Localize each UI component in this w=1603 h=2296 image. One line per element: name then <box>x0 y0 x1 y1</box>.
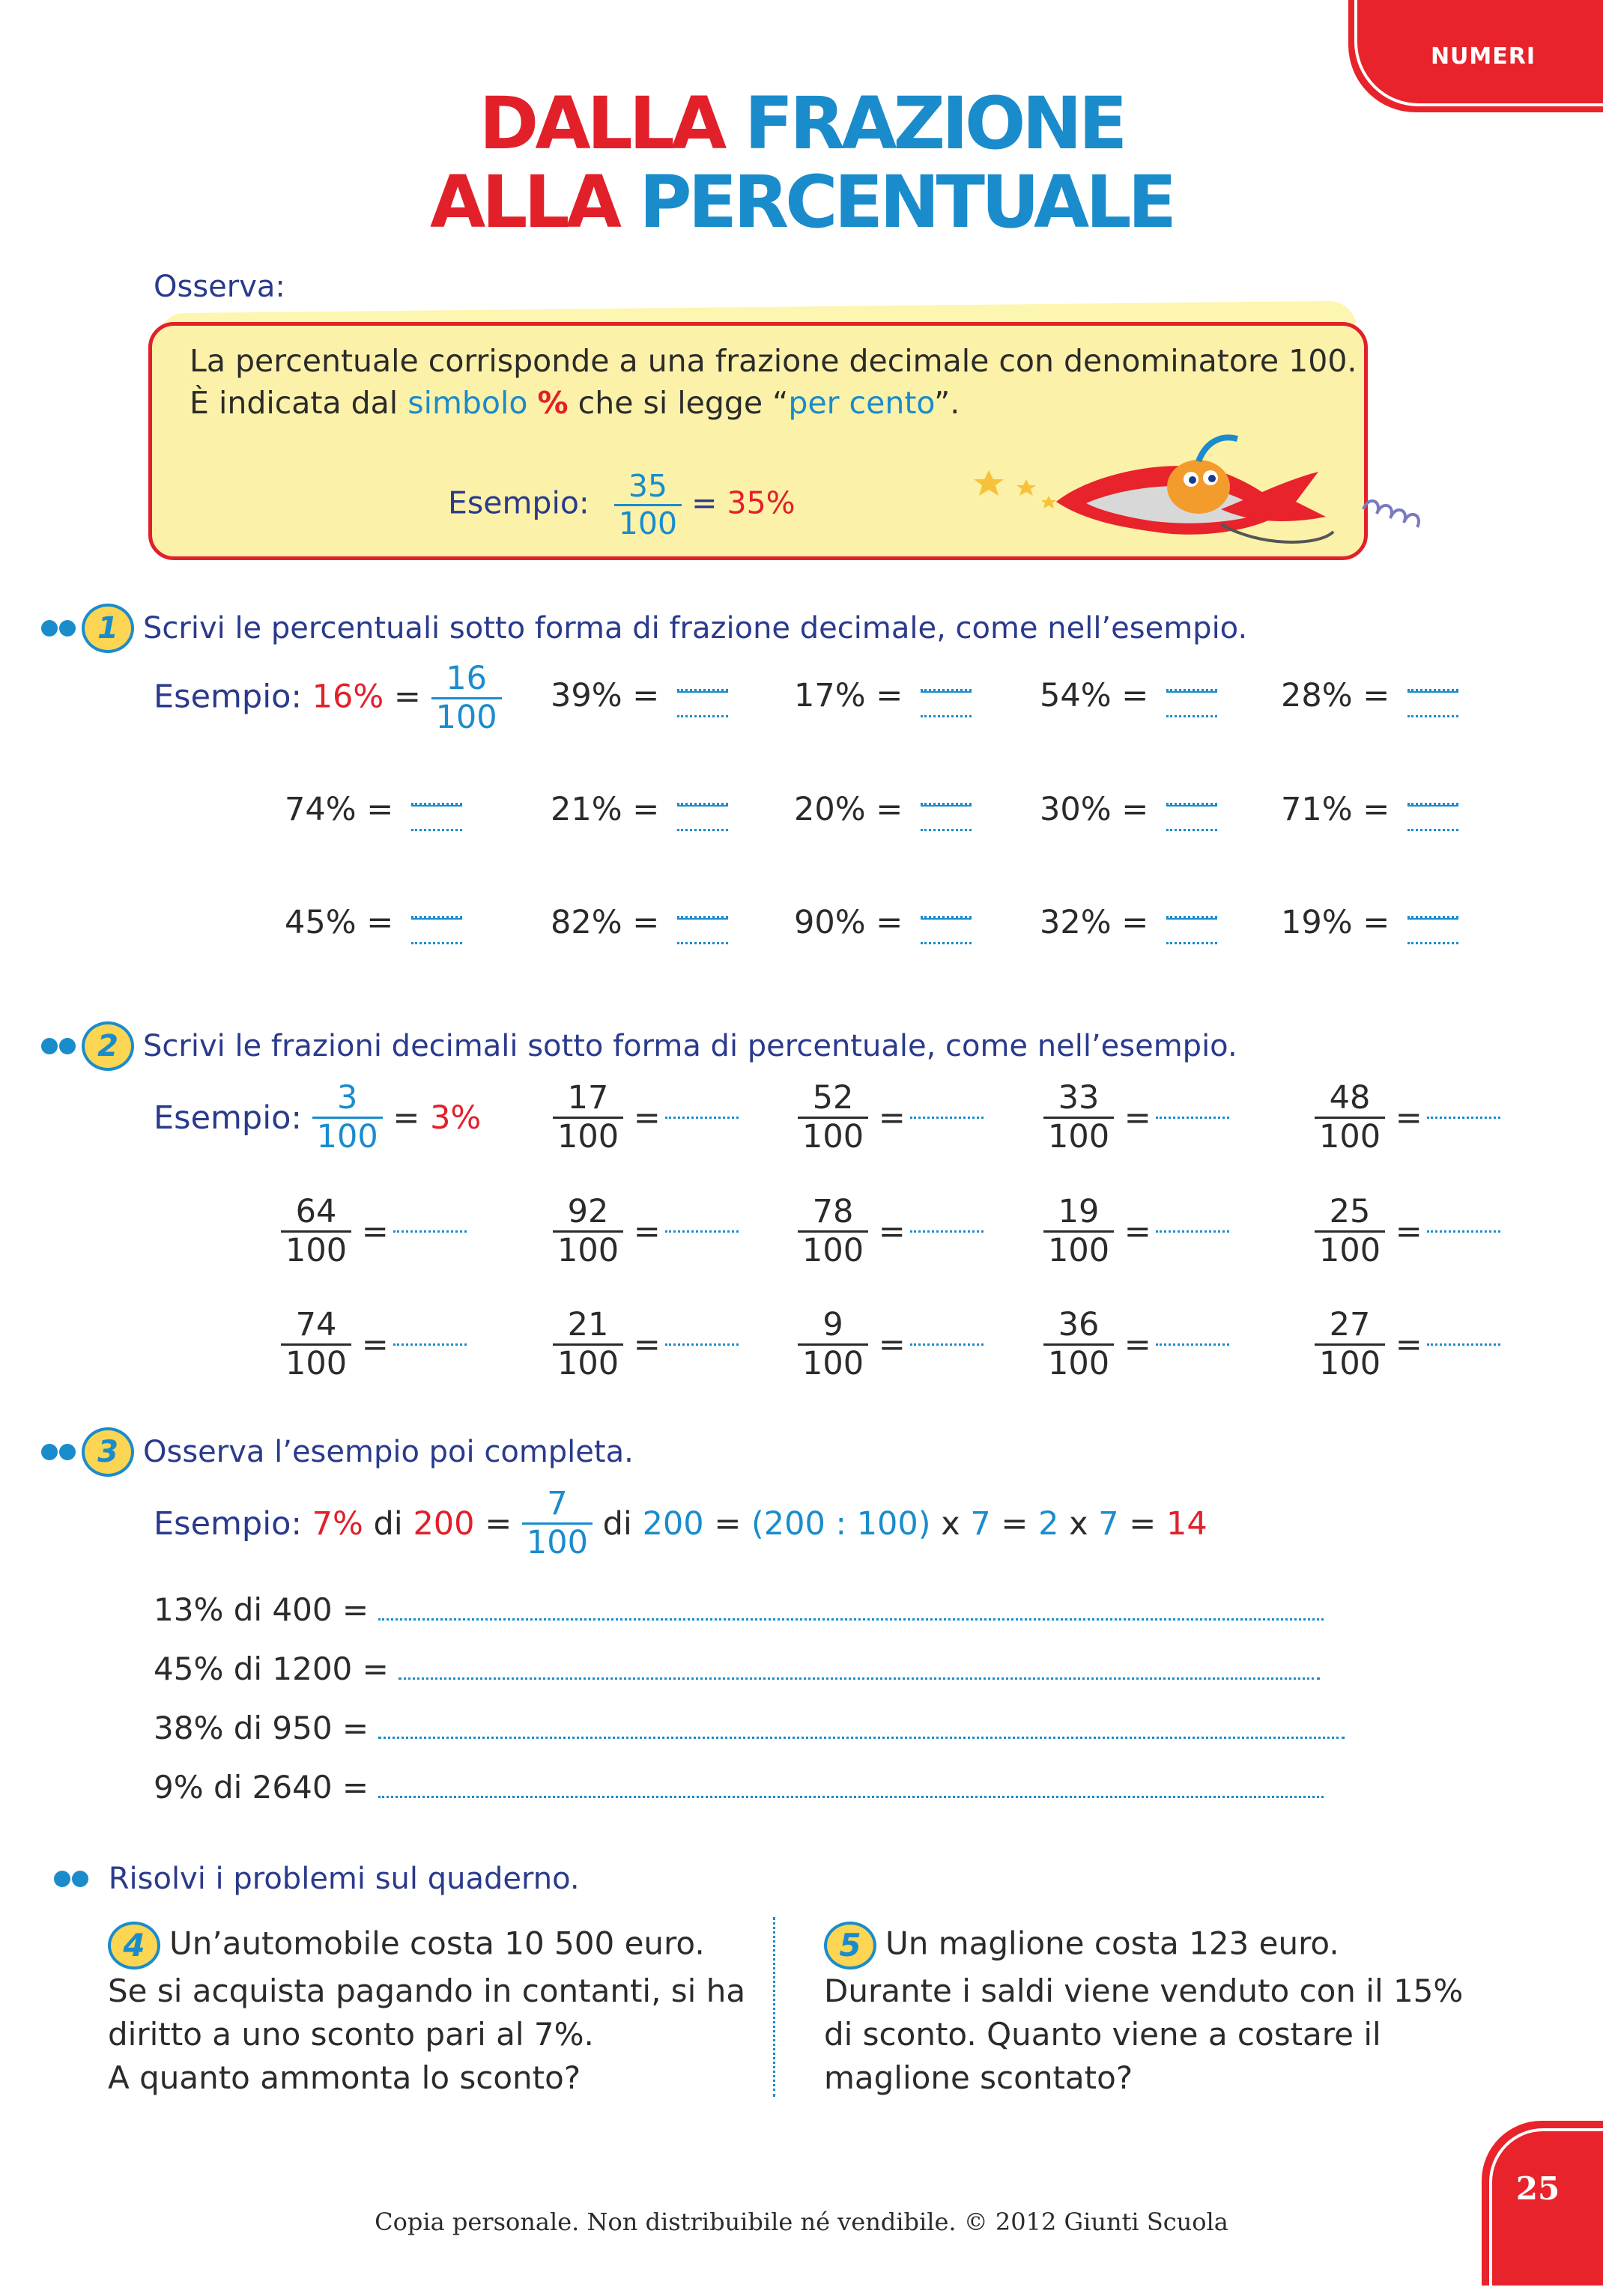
answer-blank[interactable] <box>1156 1343 1229 1346</box>
equals: = <box>1395 1099 1422 1137</box>
title-word: DALLA <box>479 82 724 165</box>
percent-item <box>1281 788 1458 831</box>
title-word: PERCENTUALE <box>639 160 1174 244</box>
equals: = <box>485 1504 512 1543</box>
percent-item <box>794 788 972 831</box>
exercise-3-header <box>41 1427 634 1477</box>
equals: = <box>1124 1099 1151 1137</box>
blank-fraction[interactable] <box>1166 901 1217 944</box>
exercise-instruction: Scrivi le percentuali sotto forma di frazione decimale, come nell’esempio. <box>143 611 1248 646</box>
blank-fraction[interactable] <box>411 788 462 831</box>
percent-label: 45% = <box>285 904 394 941</box>
fraction-item <box>1043 1307 1229 1383</box>
blank-fraction[interactable] <box>677 788 728 831</box>
numerator: 16 <box>431 660 502 699</box>
numerator: 64 <box>281 1194 351 1233</box>
percent-item <box>794 674 972 717</box>
fraction-item <box>553 1307 739 1383</box>
numerator: 21 <box>553 1307 623 1346</box>
simbolo-word: simbolo <box>407 385 528 421</box>
equals: = <box>1395 1212 1422 1251</box>
percent-label: 30% = <box>1040 791 1149 828</box>
percent-item <box>1040 901 1217 944</box>
problem-line <box>108 1922 752 1969</box>
percent-item <box>551 788 728 831</box>
problem-number-badge: 4 <box>108 1922 160 1969</box>
percent-label: 74% = <box>285 791 394 828</box>
answer-line[interactable] <box>378 1618 1324 1621</box>
percent-symbol: % <box>537 385 569 421</box>
blank-fraction[interactable] <box>1407 901 1458 944</box>
times: x <box>1069 1504 1088 1543</box>
equals: = <box>633 1099 661 1137</box>
problems-instruction: Risolvi i problemi sul quaderno. <box>108 1862 580 1896</box>
page-number-tab-border <box>1489 2128 1603 2296</box>
exercise-2-header <box>41 1021 1237 1071</box>
fraction <box>798 1080 868 1156</box>
problem-text: maglione scontato? <box>824 2059 1133 2096</box>
percent-label: 90% = <box>794 904 903 941</box>
answer-blank[interactable] <box>393 1343 467 1346</box>
equals: = <box>361 1325 389 1364</box>
numerator: 9 <box>798 1307 868 1346</box>
exercise-number-badge: 3 <box>82 1427 134 1477</box>
example-base: 200 <box>413 1504 475 1543</box>
equals: = <box>1129 1504 1157 1543</box>
denominator: 100 <box>1048 1232 1110 1270</box>
numerator: 35 <box>614 469 682 506</box>
answer-blank[interactable] <box>665 1117 739 1119</box>
copyright-footer: Copia personale. Non distribuibile né vendibile. © 2012 Giunti Scuola <box>375 2208 1228 2236</box>
percent-item <box>285 901 462 944</box>
problem-number-badge: 5 <box>824 1922 876 1969</box>
answer-blank[interactable] <box>1427 1230 1500 1233</box>
answer-line[interactable] <box>399 1677 1320 1680</box>
fraction <box>1315 1080 1385 1156</box>
blank-fraction[interactable] <box>921 788 972 831</box>
definition-line-2 <box>190 385 960 421</box>
answer-blank[interactable] <box>1156 1230 1229 1233</box>
equals: = <box>393 1099 420 1137</box>
blank-fraction[interactable] <box>1407 674 1458 717</box>
problem-5 <box>824 1922 1498 2100</box>
fraction <box>431 660 502 737</box>
equals: = <box>878 1325 906 1364</box>
text: di <box>373 1504 403 1543</box>
example-label: Esempio: <box>154 1504 302 1543</box>
section-tab-label: NUMERI <box>1430 43 1536 70</box>
numerator: 78 <box>798 1194 868 1233</box>
fraction <box>281 1194 351 1270</box>
calc-prompt: 38% di 950 = <box>154 1710 369 1746</box>
numerator: 3 <box>312 1080 383 1119</box>
problem-text: A quanto ammonta lo sconto? <box>108 2059 581 2096</box>
denominator: 100 <box>1319 1345 1381 1383</box>
title-line-2 <box>0 161 1603 243</box>
calc-line <box>154 1650 1320 1687</box>
answer-blank[interactable] <box>1427 1343 1500 1346</box>
fraction <box>312 1080 383 1156</box>
numerator: 27 <box>1315 1307 1385 1346</box>
denominator: 100 <box>802 1345 864 1383</box>
number: 200 <box>642 1504 704 1543</box>
exercise-1-header <box>41 604 1247 653</box>
numerator: 74 <box>281 1307 351 1346</box>
percent-label: 39% = <box>551 677 660 714</box>
percent-item <box>551 901 728 944</box>
blank-fraction[interactable] <box>921 901 972 944</box>
denominator: 100 <box>285 1345 348 1383</box>
equals: = <box>361 1212 389 1251</box>
denominator: 100 <box>557 1118 619 1156</box>
bullet-dot <box>41 1444 58 1460</box>
equals: = <box>878 1099 906 1137</box>
bullet-dot <box>59 620 76 637</box>
calc-line <box>154 1769 1324 1805</box>
text: di <box>602 1504 632 1543</box>
equals: = <box>633 1212 661 1251</box>
answer-blank[interactable] <box>1156 1117 1229 1119</box>
ex2-example <box>154 1080 481 1156</box>
denominator: 100 <box>557 1232 619 1270</box>
numerator: 7 <box>522 1486 593 1525</box>
problem-text: Se si acquista pagando in contanti, si ha <box>108 1972 746 2009</box>
calc-prompt: 45% di 1200 = <box>154 1650 389 1687</box>
fraction-item <box>1315 1080 1500 1156</box>
exercise-number-badge: 1 <box>82 604 134 653</box>
title-word: FRAZIONE <box>744 82 1124 165</box>
calc-prompt: 9% di 2640 = <box>154 1769 369 1805</box>
percent-item <box>1040 674 1217 717</box>
problem-text: Un maglione costa 123 euro. <box>885 1925 1339 1962</box>
answer-blank[interactable] <box>393 1230 467 1233</box>
answer-blank[interactable] <box>665 1230 739 1233</box>
numerator: 33 <box>1043 1080 1114 1119</box>
numerator: 17 <box>553 1080 623 1119</box>
star-icon <box>974 470 1056 508</box>
percent-item <box>794 901 972 944</box>
bullet-dot <box>54 1871 70 1887</box>
equals: = <box>714 1504 742 1543</box>
ex1-example <box>154 660 502 737</box>
fraction <box>1315 1194 1385 1270</box>
equals: = <box>633 1325 661 1364</box>
fraction-item <box>553 1080 739 1156</box>
percent-item <box>1281 901 1458 944</box>
bullet-dot <box>59 1038 76 1054</box>
denominator: 100 <box>618 505 678 542</box>
problems-divider <box>773 1917 775 2097</box>
percent-label: 54% = <box>1040 677 1149 714</box>
fraction-item <box>1043 1194 1229 1270</box>
equals: = <box>1395 1325 1422 1364</box>
example-label: Esempio: <box>448 485 590 521</box>
fraction <box>798 1307 868 1383</box>
fraction <box>522 1486 593 1562</box>
equals: = <box>691 485 718 521</box>
fraction <box>281 1307 351 1383</box>
text: ”. <box>934 385 960 421</box>
problem-text: Un’automobile costa 10 500 euro. <box>169 1925 705 1962</box>
problem-4 <box>108 1922 752 2100</box>
exercise-number-badge: 2 <box>82 1021 134 1071</box>
numerator: 92 <box>553 1194 623 1233</box>
osserva-label: Osserva: <box>154 270 285 304</box>
times: x <box>941 1504 960 1543</box>
answer-blank[interactable] <box>910 1117 984 1119</box>
denominator: 100 <box>802 1232 864 1270</box>
equals: = <box>1001 1504 1028 1543</box>
number: 2 <box>1038 1504 1059 1543</box>
denominator: 100 <box>526 1524 588 1562</box>
bullet-dot <box>72 1871 88 1887</box>
text: che si legge “ <box>568 385 789 421</box>
problem-text: di sconto. Quanto viene a costare il <box>824 2016 1381 2053</box>
answer-blank[interactable] <box>1427 1117 1500 1119</box>
percent-label: 71% = <box>1281 791 1390 828</box>
example-result: 14 <box>1166 1504 1207 1543</box>
definition-line-1: La percentuale corrisponde a una frazione decimale con denominatore 100. <box>190 343 1357 379</box>
percent-item <box>1281 674 1458 717</box>
example-result: 35% <box>727 485 796 521</box>
numerator: 52 <box>798 1080 868 1119</box>
per-cento-word: per cento <box>788 385 935 421</box>
fraction-item <box>798 1194 984 1270</box>
numerator: 25 <box>1315 1194 1385 1233</box>
fraction-item <box>798 1080 984 1156</box>
denominator: 100 <box>1319 1232 1381 1270</box>
percent-label: 17% = <box>794 677 903 714</box>
calc-prompt: 13% di 400 = <box>154 1591 369 1628</box>
denominator: 100 <box>802 1118 864 1156</box>
answer-blank[interactable] <box>665 1343 739 1346</box>
blank-fraction[interactable] <box>411 901 462 944</box>
blank-fraction[interactable] <box>1166 788 1217 831</box>
fraction <box>1315 1307 1385 1383</box>
answer-blank[interactable] <box>910 1343 984 1346</box>
number: 7 <box>1098 1504 1119 1543</box>
percent-label: 28% = <box>1281 677 1390 714</box>
percent-item <box>285 788 462 831</box>
ex3-example <box>154 1486 1207 1562</box>
example-result: 3% <box>430 1099 482 1137</box>
blank-fraction[interactable] <box>921 674 972 717</box>
intro-example <box>448 469 796 541</box>
fraction-item <box>1315 1194 1500 1270</box>
calc-line <box>154 1710 1345 1746</box>
example-percent: 7% <box>312 1504 363 1543</box>
denominator: 100 <box>285 1232 348 1270</box>
fraction-item <box>281 1307 467 1383</box>
fraction-item <box>1315 1307 1500 1383</box>
example-label: Esempio: <box>154 1099 302 1137</box>
fraction-item <box>553 1194 739 1270</box>
exercise-instruction: Osserva l’esempio poi completa. <box>143 1435 634 1469</box>
blank-fraction[interactable] <box>1166 674 1217 717</box>
equals: = <box>1124 1212 1151 1251</box>
percent-item <box>1040 788 1217 831</box>
problem-line <box>824 1922 1498 1969</box>
percent-label: 21% = <box>551 791 660 828</box>
page-number: 25 <box>1515 2170 1560 2207</box>
blank-fraction[interactable] <box>1407 788 1458 831</box>
number: 7 <box>970 1504 991 1543</box>
answer-line[interactable] <box>378 1796 1324 1798</box>
problem-text: Durante i saldi viene venduto con il 15% <box>824 1972 1464 2009</box>
blank-fraction[interactable] <box>677 674 728 717</box>
text: È indicata dal <box>190 385 408 421</box>
denominator: 100 <box>316 1118 378 1156</box>
fraction-item <box>281 1194 467 1270</box>
fraction <box>1043 1194 1114 1270</box>
equals: = <box>393 678 421 716</box>
fraction <box>614 469 682 541</box>
denominator: 100 <box>1048 1345 1110 1383</box>
title-line-1 <box>0 82 1603 165</box>
denominator: 100 <box>557 1345 619 1383</box>
bullet-dot <box>41 1038 58 1054</box>
percent-label: 32% = <box>1040 904 1149 941</box>
problem-text: diritto a uno sconto pari al 7%. <box>108 2016 594 2053</box>
percent-item <box>551 674 728 717</box>
example-label: Esempio: <box>154 678 302 716</box>
answer-line[interactable] <box>378 1737 1345 1739</box>
fraction-item <box>1043 1080 1229 1156</box>
blank-fraction[interactable] <box>677 901 728 944</box>
numerator: 36 <box>1043 1307 1114 1346</box>
numerator: 48 <box>1315 1080 1385 1119</box>
bullet-dot <box>41 620 58 637</box>
equals: = <box>1124 1325 1151 1364</box>
percent-label: 82% = <box>551 904 660 941</box>
fraction <box>553 1194 623 1270</box>
fraction <box>553 1307 623 1383</box>
denominator: 100 <box>435 699 497 737</box>
equals: = <box>878 1212 906 1251</box>
numerator: 19 <box>1043 1194 1114 1233</box>
fraction <box>553 1080 623 1156</box>
fraction <box>798 1194 868 1270</box>
problems-header <box>54 1860 580 1896</box>
exercise-instruction: Scrivi le frazioni decimali sotto forma di percentuale, come nell’esempio. <box>143 1029 1237 1063</box>
fraction <box>1043 1307 1114 1383</box>
fraction <box>1043 1080 1114 1156</box>
title-word: ALLA <box>429 160 618 244</box>
denominator: 100 <box>1319 1118 1381 1156</box>
division-group: (200 : 100) <box>751 1504 931 1543</box>
calc-line <box>154 1591 1324 1628</box>
example-percent: 16% <box>312 678 384 716</box>
rocket-illustration <box>974 427 1468 569</box>
answer-blank[interactable] <box>910 1230 984 1233</box>
fraction-item <box>798 1307 984 1383</box>
percent-label: 20% = <box>794 791 903 828</box>
denominator: 100 <box>1048 1118 1110 1156</box>
percent-label: 19% = <box>1281 904 1390 941</box>
bullet-dot <box>59 1444 76 1460</box>
